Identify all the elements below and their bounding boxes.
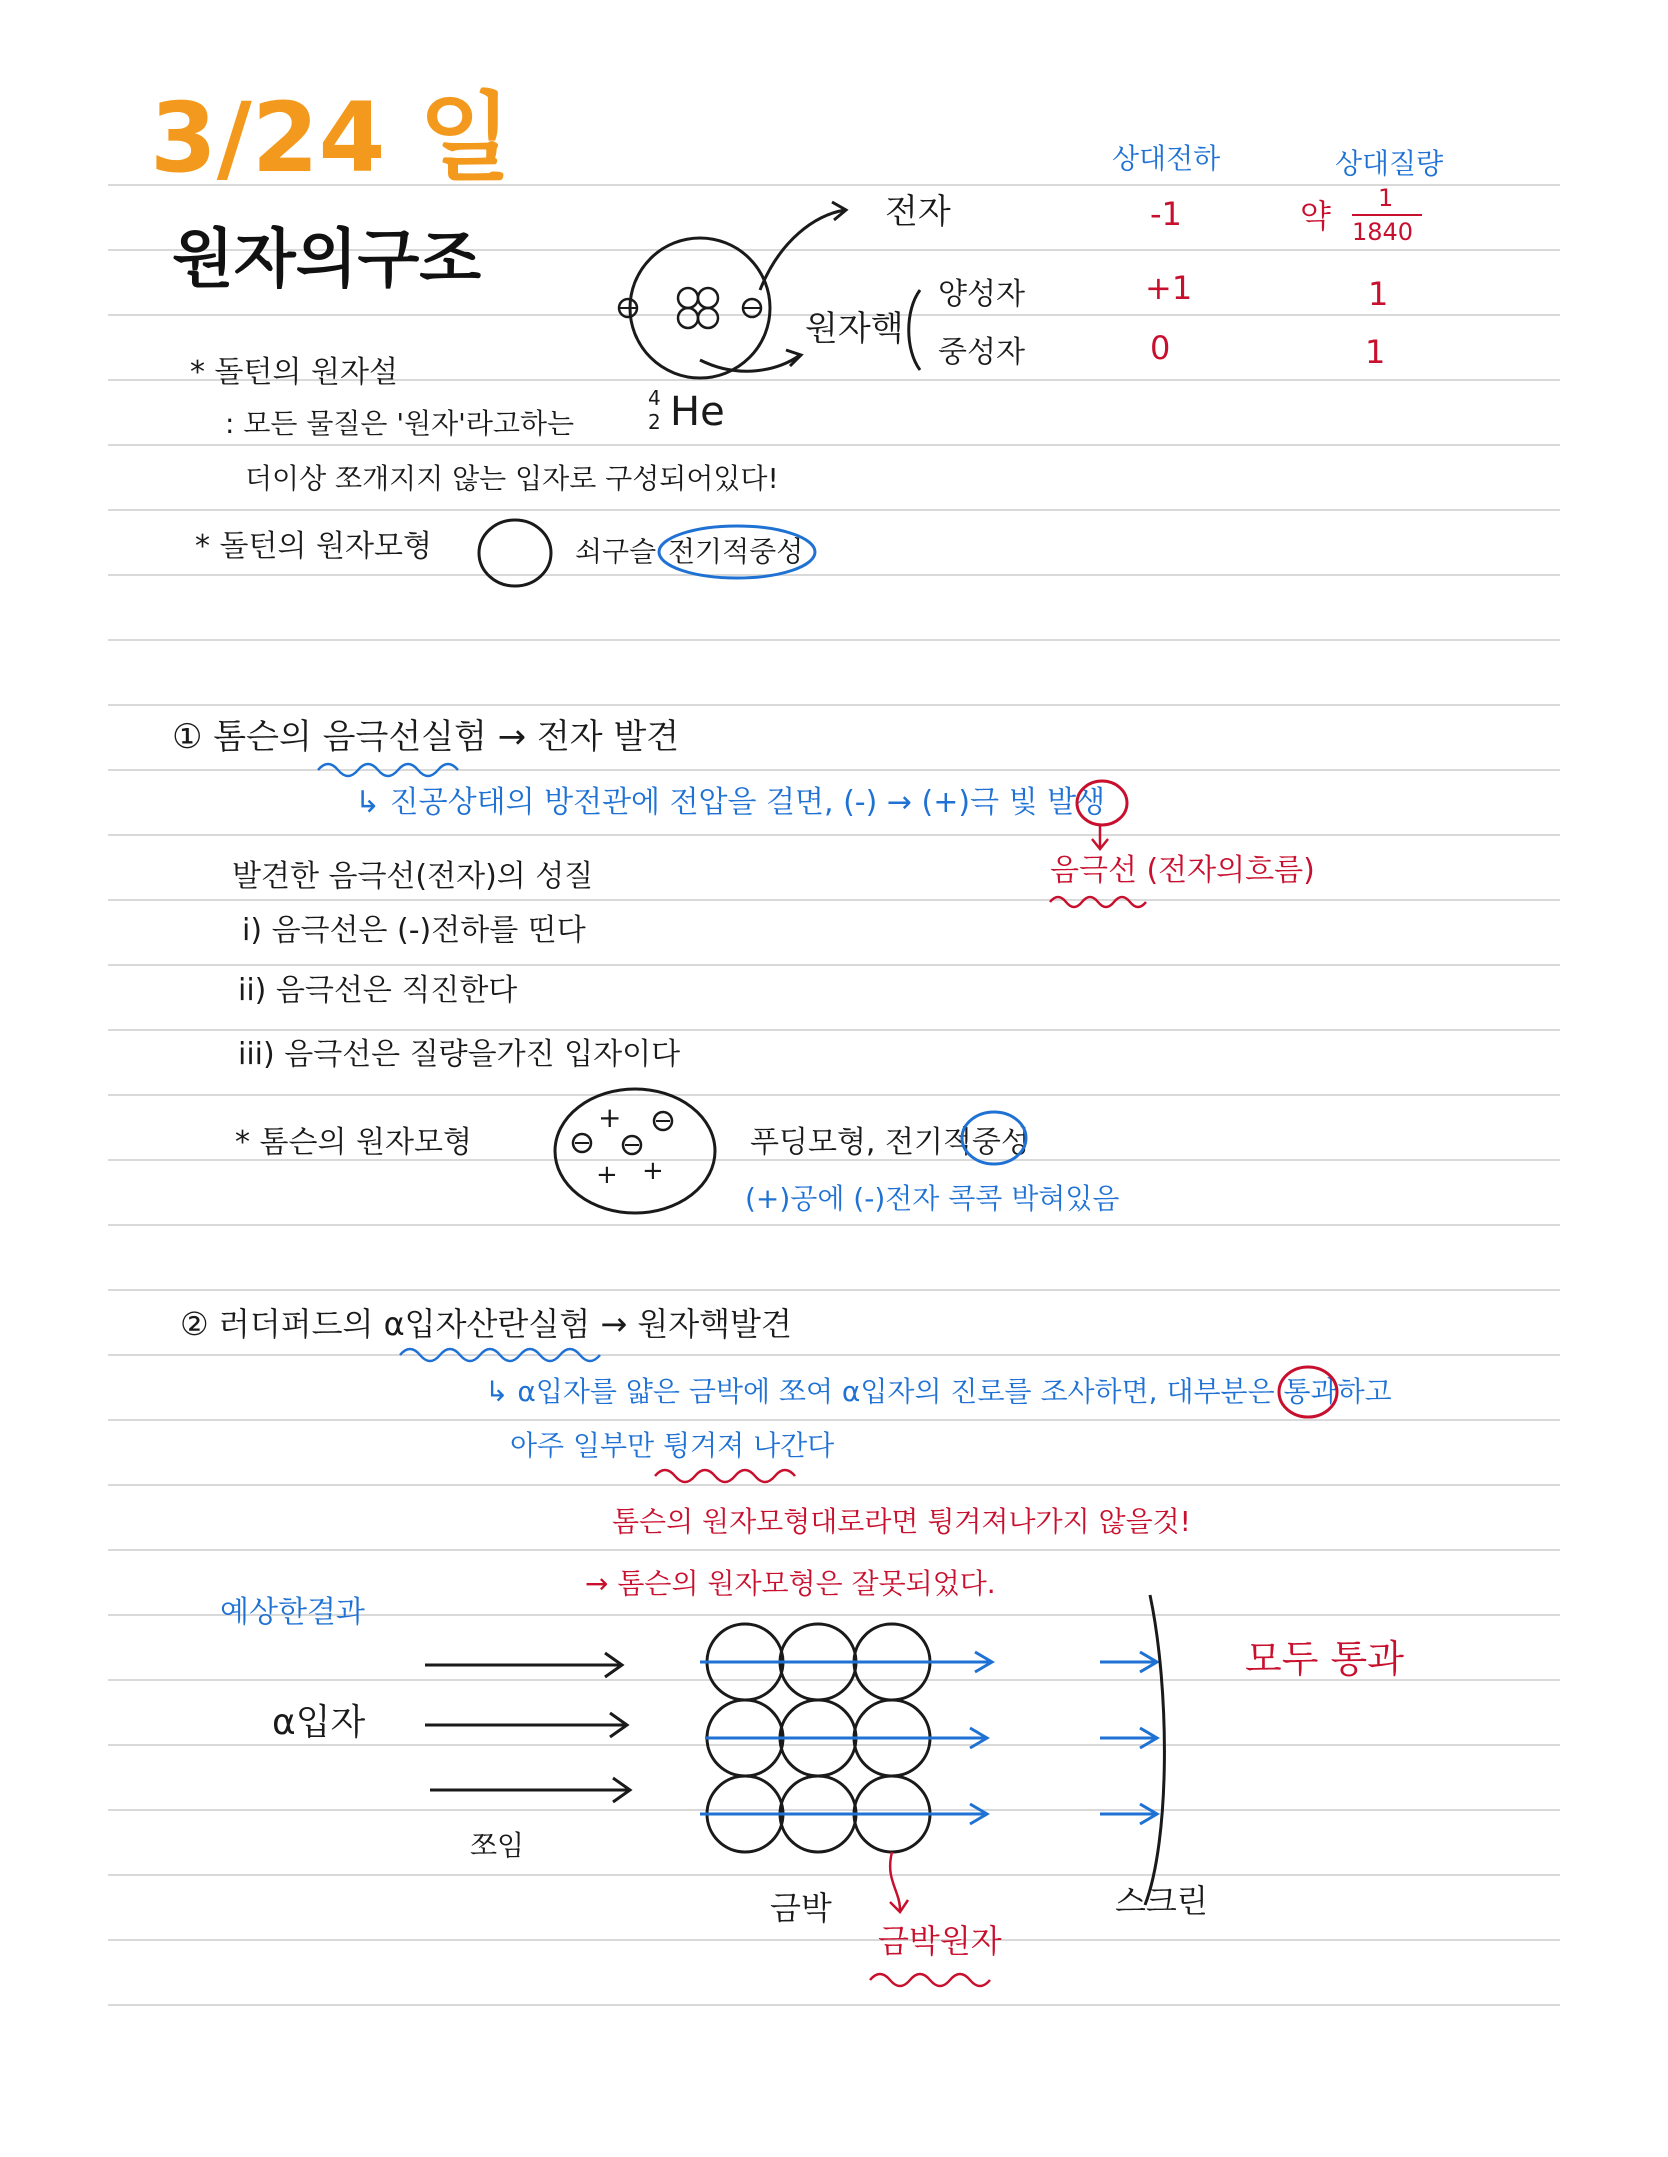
svg-text:+: + <box>598 1101 622 1134</box>
rutherford-conclusion: → 톰슨의 원자모형은 잘못되었다. <box>585 1567 996 1600</box>
highlight-circle <box>958 1108 1033 1170</box>
dalton-atomic-theory-title: * 돌턴의 원자설 <box>190 355 398 390</box>
rutherford-experiment-note: ↳ α입자를 얇은 금박에 쪼여 α입자의 진로를 조사하면, 대부분은 통과하고 <box>485 1375 1392 1408</box>
gold-atom-label: 금박원자 <box>878 1922 1002 1960</box>
helium-atomic-number: 2 <box>648 410 661 434</box>
electron-label: 전자 <box>885 192 951 232</box>
electron-mass-numerator: 1 <box>1378 184 1394 212</box>
nucleus-label: 원자핵 <box>805 309 904 349</box>
electron-mass-prefix: 약 <box>1300 197 1331 235</box>
thomson-model-label: * 톰슨의 원자모형 <box>235 1125 472 1160</box>
thomson-plum-pudding-model <box>550 1085 720 1220</box>
all-pass-label: 모두 통과 <box>1245 1637 1404 1681</box>
col-charge-header: 상대전하 <box>1112 142 1221 175</box>
rutherford-heading: ② 러더퍼드의 α입자산란실험 → 원자핵발견 <box>180 1305 792 1343</box>
alpha-particle-label: α입자 <box>272 1702 366 1743</box>
fraction-bar <box>1352 214 1422 216</box>
col-mass-header: 상대질량 <box>1335 147 1444 180</box>
date-heading: 3/24 일 <box>150 82 512 194</box>
rutherford-conclusion: 톰슨의 원자모형대로라면 튕겨져나가지 않을것! <box>612 1505 1191 1538</box>
helium-symbol: He <box>670 389 725 435</box>
cathode-ray-property: ii) 음극선은 직진한다 <box>238 973 518 1008</box>
gold-foil-experiment-diagram <box>400 1590 1300 1990</box>
underline-squiggle <box>655 1466 810 1486</box>
highlight-circle <box>1275 1362 1345 1424</box>
proton-charge: +1 <box>1145 269 1193 307</box>
svg-text:+: + <box>642 1156 664 1186</box>
svg-text:+: + <box>596 1160 618 1190</box>
dalton-model-desc: 쇠구슬 <box>575 535 657 568</box>
dalton-theory-line: : 모든 물질은 '원자'라고하는 <box>225 407 575 440</box>
rutherford-experiment-note: 아주 일부만 튕겨져 나간다 <box>510 1429 835 1462</box>
page-title: 원자의구조 <box>172 223 482 297</box>
thomson-heading: ① 톰슨의 음극선실험 → 전자 발견 <box>172 717 680 757</box>
proton-mass: 1 <box>1368 275 1389 313</box>
proton-label: 양성자 <box>938 277 1025 312</box>
highlight-circle <box>655 522 820 582</box>
electron-charge: -1 <box>1150 195 1182 233</box>
expected-result-label: 예상한결과 <box>220 1595 365 1630</box>
helium-mass-number: 4 <box>648 386 661 410</box>
cathode-ray-note: 음극선 (전자의흐름) <box>1050 853 1315 888</box>
gold-foil-label: 금박 <box>770 1889 832 1927</box>
underline-squiggle <box>1050 892 1150 912</box>
screen-label: 스크린 <box>1115 1882 1208 1920</box>
radiate-label: 쪼임 <box>470 1829 525 1862</box>
neutron-charge: 0 <box>1150 329 1171 367</box>
electron-mass-denominator: 1840 <box>1352 218 1414 246</box>
neutron-mass: 1 <box>1365 333 1386 371</box>
cathode-ray-property: iii) 음극선은 질량을가진 입자이다 <box>238 1037 681 1072</box>
underline-squiggle <box>400 1345 610 1365</box>
dalton-theory-line: 더이상 쪼개지지 않는 입자로 구성되어있다! <box>245 462 779 495</box>
highlight-circle <box>1070 775 1140 835</box>
dalton-model-label: * 돌턴의 원자모형 <box>195 529 432 564</box>
cathode-ray-properties-title: 발견한 음극선(전자)의 성질 <box>232 859 594 894</box>
underline-squiggle <box>318 760 478 780</box>
cathode-ray-property: i) 음극선은 (-)전하를 띤다 <box>242 913 586 948</box>
thomson-model-desc: 푸딩모형, 전기적중성 <box>750 1125 1030 1160</box>
dalton-electric-neutral: 전기적중성 <box>668 535 804 568</box>
thomson-experiment-note: ↳ 진공상태의 방전관에 전압을 걸면, (-) → (+)극 빛 발생 <box>355 785 1106 820</box>
thomson-model-note: (+)공에 (-)전자 콕콕 박혀있음 <box>745 1182 1120 1215</box>
neutron-label: 중성자 <box>938 335 1025 370</box>
dalton-model-sphere <box>475 515 555 595</box>
